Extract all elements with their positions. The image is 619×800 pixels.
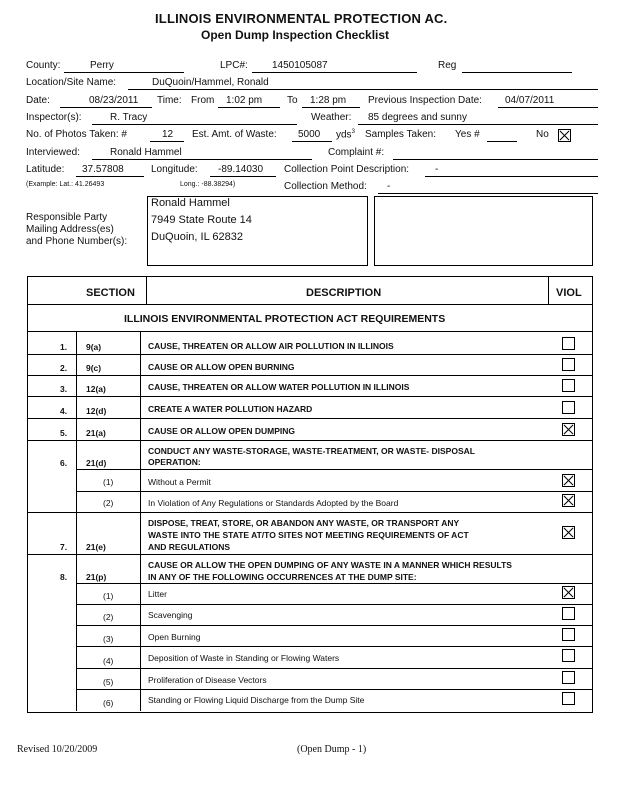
inspector-label: Inspector(s):	[26, 112, 82, 123]
responsible-party-label: Responsible Party	[26, 212, 108, 223]
row-8-sub-1-viol-checkbox[interactable]	[562, 586, 575, 599]
location-value: DuQuoin/Hammel, Ronald	[152, 77, 269, 88]
col-description-header: DESCRIPTION	[306, 287, 382, 299]
longitude-value: -89.14030	[218, 164, 264, 175]
waste-units: yds$^3$	[336, 129, 355, 141]
phone-number-label: and Phone Number(s):	[26, 236, 128, 247]
row-8-sub-1-description: Litter	[148, 589, 167, 599]
rp-address-line1: 7949 State Route 14	[151, 214, 252, 226]
row-6-description-line2: OPERATION:	[148, 457, 201, 467]
row-8-sub-2-description: Scavenging	[148, 610, 193, 620]
row-8-number: 8.	[60, 572, 68, 582]
row-1-section: 9(a)	[86, 342, 102, 352]
longitude-label: Longitude:	[151, 164, 198, 175]
row-8-sub-4-label: (4)	[103, 656, 114, 666]
row-5-viol-checkbox[interactable]	[562, 423, 575, 436]
row-6-sub-1-label: (1)	[103, 477, 114, 487]
col-viol-header: VIOL	[556, 287, 582, 299]
location-label: Location/Site Name:	[26, 77, 117, 88]
revised-date: Revised 10/20/2009	[17, 744, 98, 755]
row-8-description-line2: IN ANY OF THE FOLLOWING OCCURRENCES AT THE DUMP SITE:	[148, 572, 417, 582]
row-4-viol-checkbox[interactable]	[562, 401, 575, 414]
row-8-sub-3-label: (3)	[103, 634, 114, 644]
row-1-number: 1.	[60, 342, 68, 352]
waste-value: 5000	[298, 129, 321, 140]
row-1-viol-checkbox[interactable]	[562, 337, 575, 350]
region-label: Reg	[438, 60, 457, 71]
row-6-sub-2-description: In Violation of Any Regulations or Standards Adopted by the Board	[148, 498, 399, 508]
row-3-section: 12(a)	[86, 384, 106, 394]
interviewed-label: Interviewed:	[26, 147, 80, 158]
inspector-value: R. Tracy	[110, 112, 148, 123]
interviewed-value: Ronald Hammel	[110, 147, 182, 158]
row-1-description: CAUSE, THREATEN OR ALLOW AIR POLLUTION IN ILLINOIS	[148, 341, 394, 351]
row-5-number: 5.	[60, 428, 68, 438]
latitude-value: 37.57808	[82, 164, 124, 175]
row-8-sub-4-viol-checkbox[interactable]	[562, 649, 575, 662]
photos-label: No. of Photos Taken: #	[26, 129, 127, 140]
row-8-sub-3-viol-checkbox[interactable]	[562, 628, 575, 641]
row-6-sub-1-viol-checkbox[interactable]	[562, 474, 575, 487]
row-7-description-line3: AND REGULATIONS	[148, 542, 231, 552]
photos-value: 12	[162, 129, 174, 140]
latitude-label: Latitude:	[26, 164, 65, 175]
lpc-label: LPC#:	[220, 60, 248, 71]
row-2-section: 9(c)	[86, 363, 102, 373]
responsible-party-box-2	[374, 196, 593, 266]
row-2-description: CAUSE OR ALLOW OPEN BURNING	[148, 362, 295, 372]
example-long: Long.: -88.38294)	[180, 181, 236, 188]
row-8-sub-5-viol-checkbox[interactable]	[562, 671, 575, 684]
from-label: From	[191, 95, 215, 106]
row-6-sub-1-description: Without a Permit	[148, 477, 211, 487]
row-8-sub-6-label: (6)	[103, 698, 114, 708]
row-6-description-line1: CONDUCT ANY WASTE-STORAGE, WASTE-TREATMENT, OR WASTE- DISPOSAL	[148, 446, 475, 456]
samples-yes-label: Yes #	[455, 129, 480, 140]
row-7-section: 21(e)	[86, 542, 106, 552]
row-8-sub-6-description: Standing or Flowing Liquid Discharge from the Dump Site	[148, 695, 365, 705]
row-8-sub-5-label: (5)	[103, 677, 114, 687]
row-4-section: 12(d)	[86, 406, 107, 416]
row-8-sub-2-viol-checkbox[interactable]	[562, 607, 575, 620]
to-label: To	[287, 95, 298, 106]
row-3-description: CAUSE, THREATEN OR ALLOW WATER POLLUTION IN ILLINOIS	[148, 382, 410, 392]
county-label: County:	[26, 60, 61, 71]
row-7-description-line2: WASTE INTO THE STATE AT/TO SITES NOT MEETING REQUIREMENTS OF ACT	[148, 530, 469, 540]
rp-name: Ronald Hammel	[151, 197, 230, 209]
row-8-sub-4-description: Deposition of Waste in Standing or Flowing Waters	[148, 653, 340, 663]
act-requirements-title: ILLINOIS ENVIRONMENTAL PROTECTION ACT REQUIREMENTS	[124, 313, 446, 325]
county-value: Perry	[90, 60, 114, 71]
row-8-sub-6-viol-checkbox[interactable]	[562, 692, 575, 705]
collection-method-value: -	[387, 181, 391, 192]
time-label: Time:	[157, 95, 182, 106]
example-lat: (Example: Lat.: 41.26493	[26, 181, 105, 188]
samples-no-checkbox[interactable]	[558, 129, 571, 142]
date-value: 08/23/2011	[89, 95, 139, 106]
row-6-number: 6.	[60, 458, 68, 468]
form-title: ILLINOIS ENVIRONMENTAL PROTECTION AC.	[155, 11, 448, 26]
prev-inspection-label: Previous Inspection Date:	[368, 95, 482, 106]
row-4-number: 4.	[60, 406, 68, 416]
row-8-sub-1-label: (1)	[103, 591, 114, 601]
row-8-sub-2-label: (2)	[103, 612, 114, 622]
time-to-value: 1:28 pm	[310, 95, 347, 106]
waste-label: Est. Amt. of Waste:	[192, 129, 277, 140]
weather-value: 85 degrees and sunny	[368, 112, 467, 123]
col-section-header: SECTION	[86, 287, 135, 299]
collection-point-label: Collection Point Description:	[284, 164, 410, 175]
row-3-number: 3.	[60, 384, 68, 394]
row-7-description-line1: DISPOSE, TREAT, STORE, OR ABANDON ANY WASTE, OR TRANSPORT ANY	[148, 518, 460, 528]
date-label: Date:	[26, 95, 50, 106]
time-from-value: 1:02 pm	[226, 95, 263, 106]
row-7-viol-checkbox[interactable]	[562, 526, 575, 539]
row-6-section: 21(d)	[86, 458, 107, 468]
collection-point-value: -	[435, 164, 439, 175]
mailing-address-label: Mailing Address(es)	[26, 224, 114, 235]
samples-no-label: No	[536, 129, 549, 140]
row-2-viol-checkbox[interactable]	[562, 358, 575, 371]
row-7-number: 7.	[60, 542, 68, 552]
rp-address-line2: DuQuoin, IL 62832	[151, 231, 243, 243]
prev-inspection-value: 04/07/2011	[505, 95, 555, 106]
lpc-value: 1450105087	[272, 60, 328, 71]
weather-label: Weather:	[311, 112, 352, 123]
row-8-sub-3-description: Open Burning	[148, 632, 201, 642]
row-6-sub-2-viol-checkbox[interactable]	[562, 494, 575, 507]
row-8-sub-5-description: Proliferation of Disease Vectors	[148, 675, 267, 685]
samples-label: Samples Taken:	[365, 129, 436, 140]
row-8-section: 21(p)	[86, 572, 107, 582]
collection-method-label: Collection Method:	[284, 181, 367, 192]
row-3-viol-checkbox[interactable]	[562, 379, 575, 392]
row-4-description: CREATE A WATER POLLUTION HAZARD	[148, 404, 313, 414]
row-5-section: 21(a)	[86, 428, 106, 438]
row-6-sub-2-label: (2)	[103, 498, 114, 508]
row-2-number: 2.	[60, 363, 68, 373]
row-5-description: CAUSE OR ALLOW OPEN DUMPING	[148, 426, 296, 436]
row-8-description-line1: CAUSE OR ALLOW THE OPEN DUMPING OF ANY WASTE IN A MANNER WHICH RESULTS	[148, 560, 512, 570]
form-subtitle: Open Dump Inspection Checklist	[201, 28, 390, 42]
page-label: (Open Dump - 1)	[297, 744, 367, 755]
complaint-label: Complaint #:	[328, 147, 385, 158]
